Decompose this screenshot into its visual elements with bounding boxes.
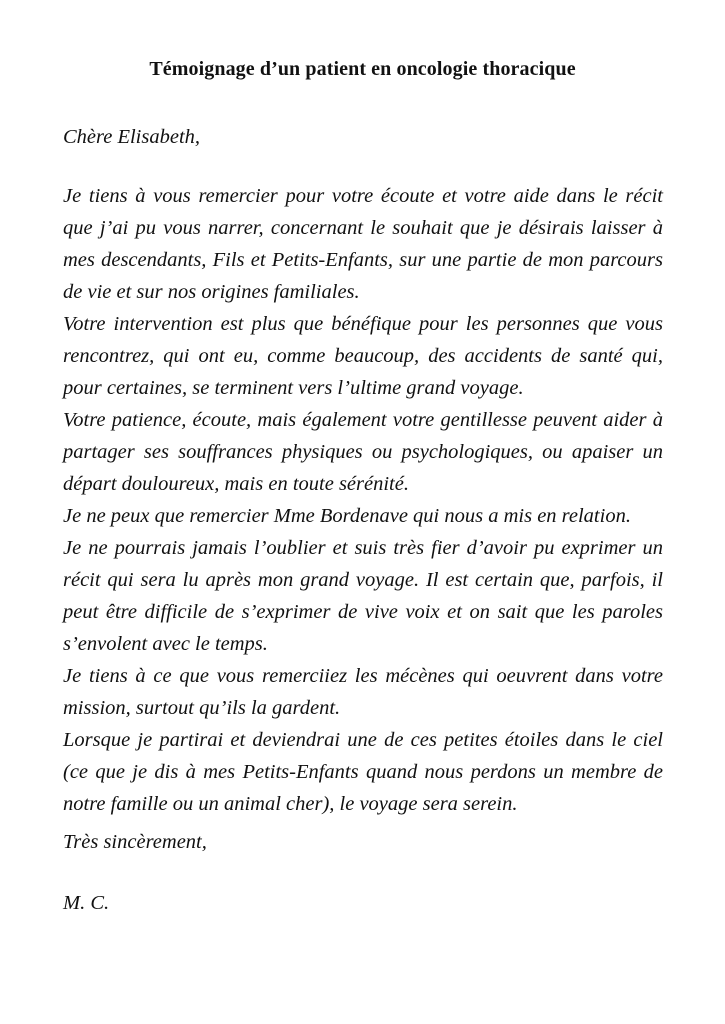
document-title: Témoignage d’un patient en oncologie thoracique [149,58,576,80]
salutation: Chère Elisabeth, [63,126,201,148]
paragraph-patience: Votre patience, écoute, mais également votre gentillesse peuvent aider à partager ses souffrances physiques ou psychologiques, ou apaiser un départ douloureux, mais en toute sérénité. [63,409,663,495]
paragraph-etoiles: Lorsque je partirai et deviendrai une de ces petites étoiles dans le ciel (ce que je dis à mes Petits-Enfants quand nous perdons un membre de notre famille ou un animal cher), le voyage sera serein. [63,729,663,815]
signature: M. C. [63,892,110,914]
paragraph-thanks: Je tiens à vous remercier pour votre écoute et votre aide dans le récit que j’ai pu vous narrer, concernant le souhait que je désirais laisser à mes descendants, Fils et Petits-Enfants, sur une partie de mon parcours de vie et sur nos origines familiales. [63,185,663,303]
closing: Très sincèrement, [63,831,207,853]
paragraph-intervention: Votre intervention est plus que bénéfique pour les personnes que vous rencontrez, qui ont eu, comme beaucoup, des accidents de santé qui, pour certaines, se terminent vers l’ultime grand voyage. [63,313,663,399]
paragraph-recit: Je ne pourrais jamais l’oublier et suis très fier d’avoir pu exprimer un récit qui sera lu après mon grand voyage. Il est certain que, parfois, il peut être difficile de s’exprimer de vive voix et on sait que les paroles s’envolent avec le temps. [63,537,663,655]
paragraph-bordenave: Je ne peux que remercier Mme Bordenave qui nous a mis en relation. [63,505,631,527]
letter-body [63,180,663,820]
paragraph-mecenes: Je tiens à ce que vous remerciiez les mécènes qui oeuvrent dans votre mission, surtout qu’ils la gardent. [63,665,663,719]
